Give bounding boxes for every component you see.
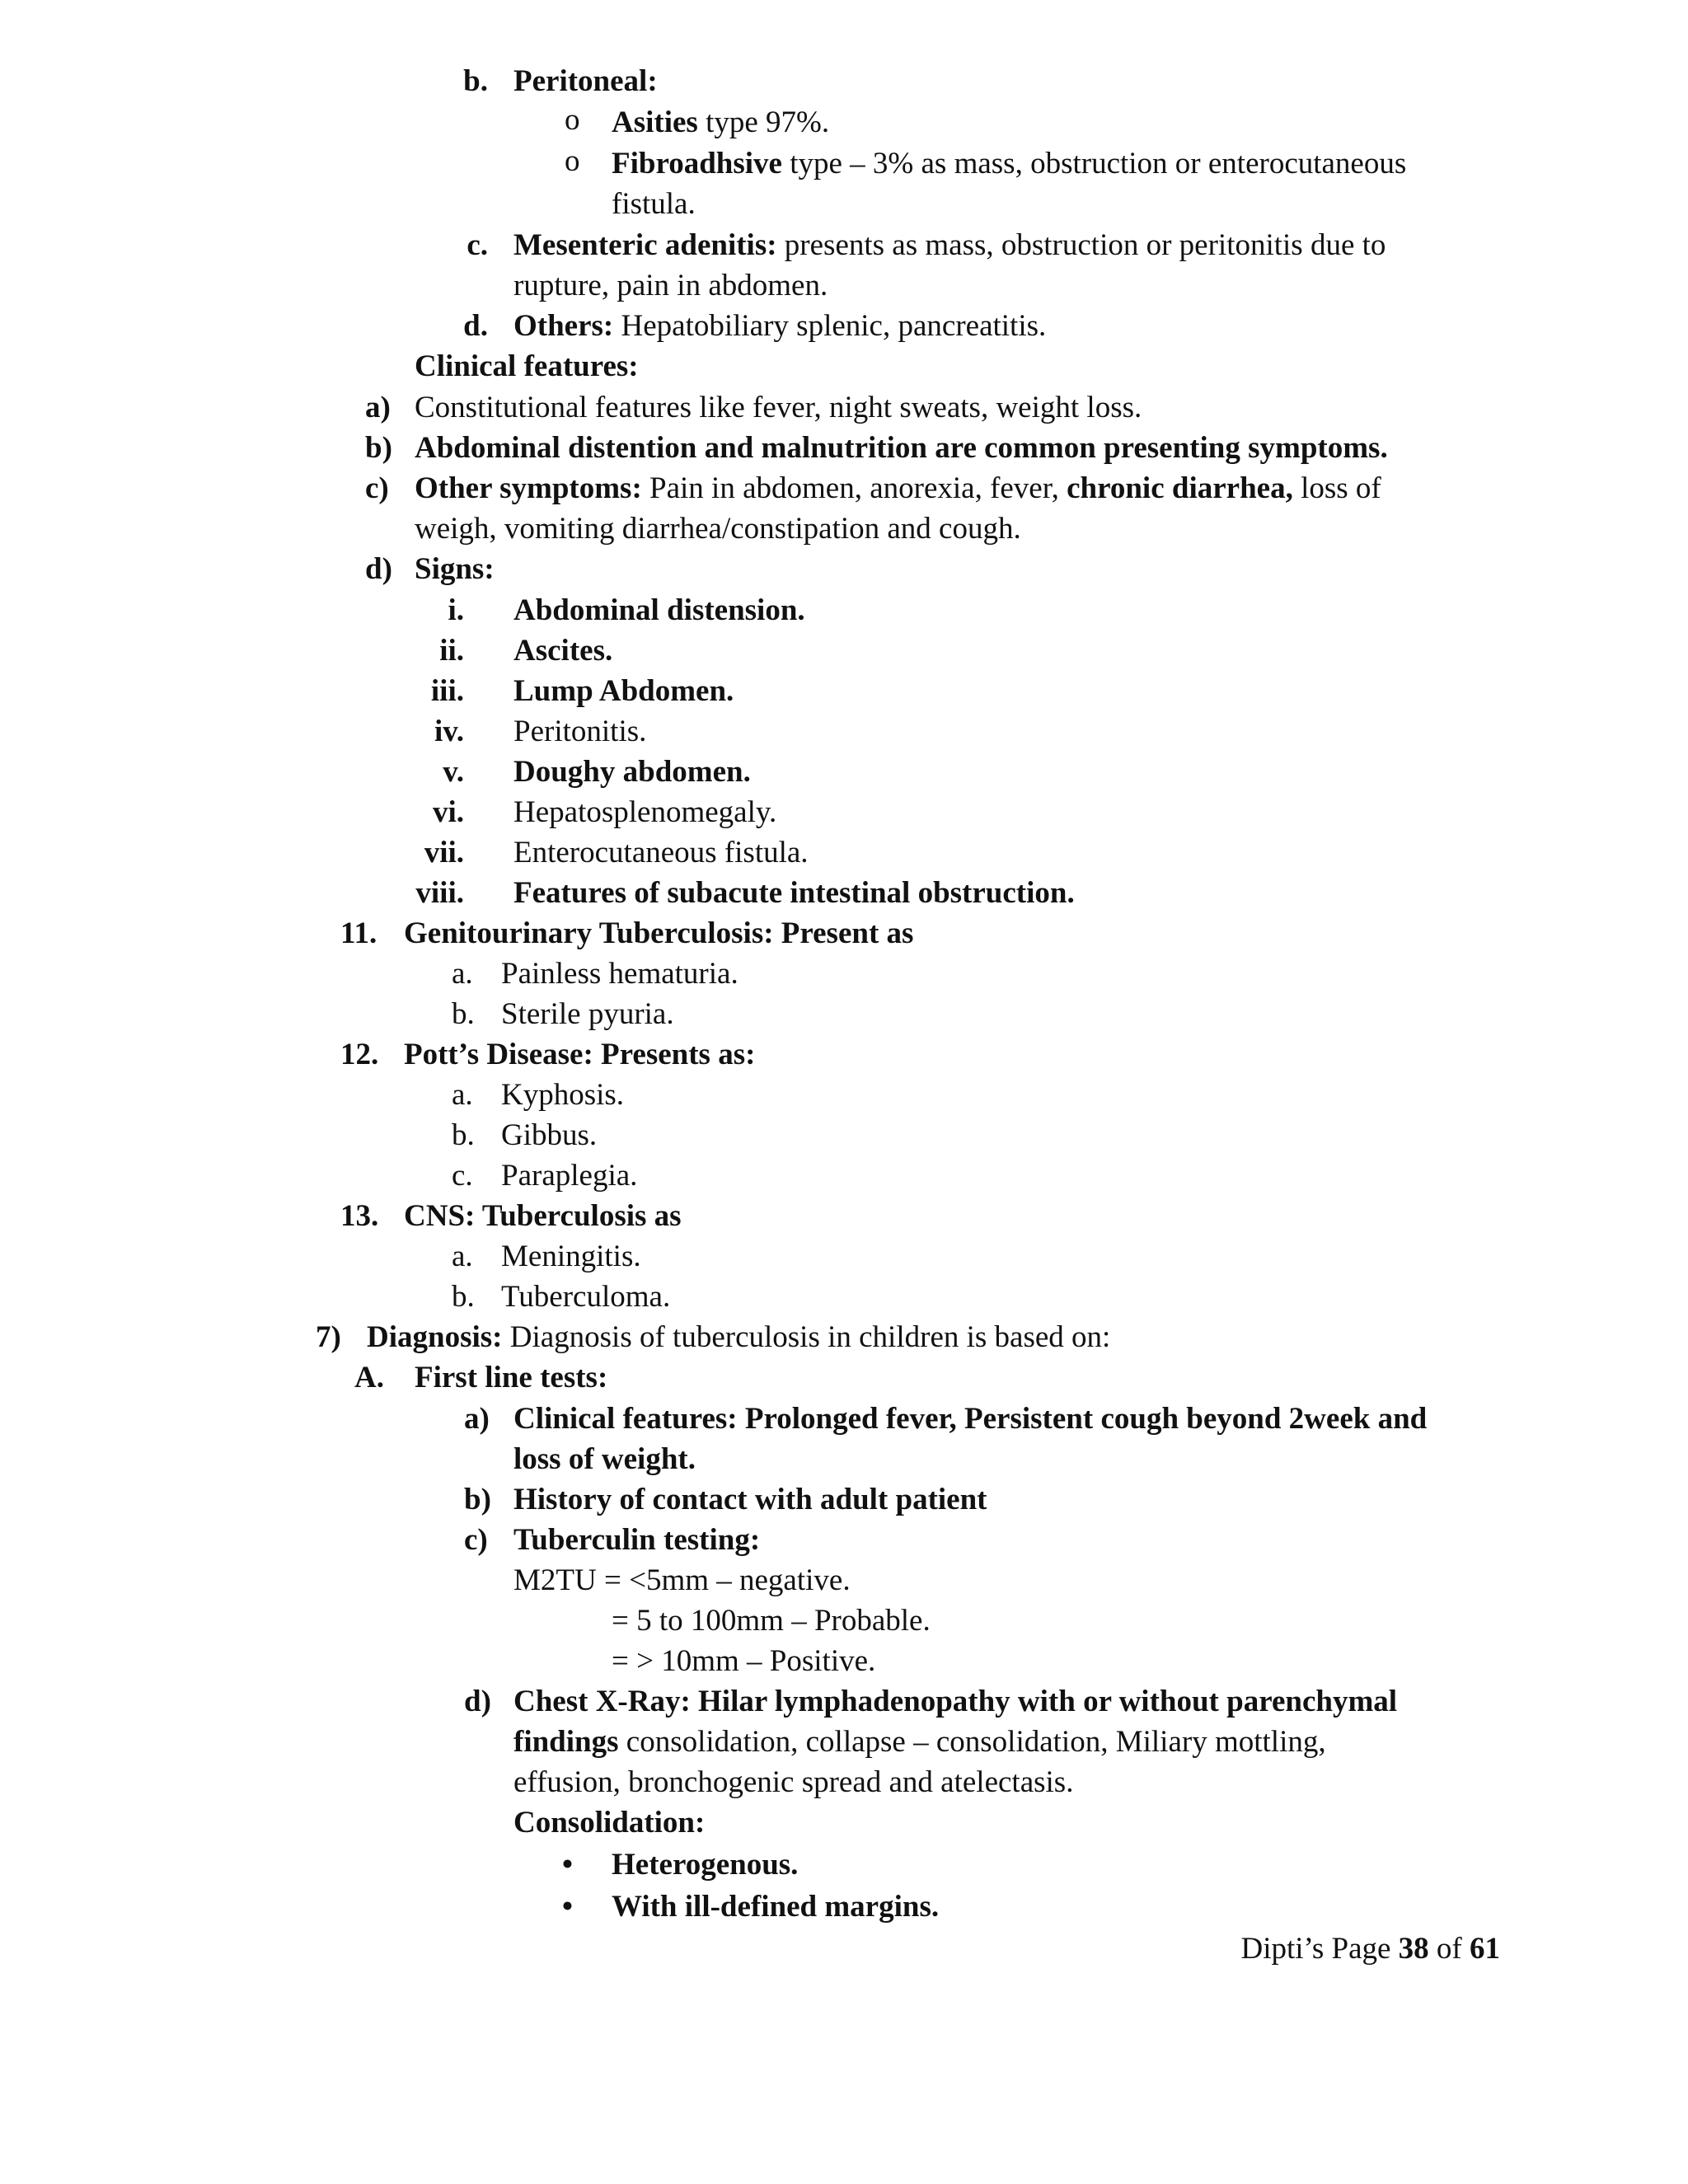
list-item: Others: Hepatobiliary splenic, pancreatitis. <box>513 309 1047 343</box>
list-item: Sterile pyuria. <box>501 997 674 1031</box>
section-heading: Genitourinary Tuberculosis: Present as <box>404 916 914 950</box>
list-item-continuation: effusion, bronchogenic spread and atelectasis. <box>513 1765 1074 1799</box>
list-item: Constitutional features like fever, night sweats, weight loss. <box>415 391 1142 424</box>
list-item: Abdominal distention and malnutrition are common presenting symptoms. <box>415 431 1388 465</box>
list-item: Chest X-Ray: Hilar lymphadenopathy with or without parenchymal <box>513 1685 1398 1718</box>
sign-item: Ascites. <box>513 634 613 668</box>
sign-item: Peritonitis. <box>513 715 647 748</box>
roman-numeral: i. <box>448 593 464 627</box>
list-item: Gibbus. <box>501 1118 598 1152</box>
subsection-heading: First line tests: <box>415 1361 608 1394</box>
bullet-marker: o <box>565 103 580 137</box>
section-heading: Peritoneal: <box>513 64 658 98</box>
sign-item: Features of subacute intestinal obstruction. <box>513 876 1075 910</box>
list-marker: b. <box>452 997 475 1031</box>
tuberculin-result: M2TU = <5mm – negative. <box>513 1563 851 1597</box>
section-number: 13. <box>340 1199 379 1233</box>
list-marker: c) <box>365 471 389 505</box>
list-marker: b) <box>365 431 392 465</box>
list-marker: b. <box>452 1118 475 1152</box>
roman-numeral: v. <box>443 755 464 789</box>
list-item: Painless hematuria. <box>501 957 738 991</box>
sign-item: Lump Abdomen. <box>513 674 734 708</box>
roman-numeral: iv. <box>434 715 464 748</box>
bullet-marker: • <box>562 1890 573 1924</box>
list-marker: a) <box>464 1402 490 1436</box>
list-item: Kyphosis. <box>501 1078 625 1112</box>
tuberculin-result: = 5 to 100mm – Probable. <box>612 1604 931 1638</box>
sign-item: Hepatosplenomegaly. <box>513 795 777 829</box>
list-marker: a. <box>452 957 473 991</box>
list-item: Other symptoms: Pain in abdomen, anorexia, fever, chronic diarrhea, loss of <box>415 471 1381 505</box>
subsection-heading: Consolidation: <box>513 1806 706 1840</box>
list-item: Signs: <box>415 552 495 586</box>
sign-item: Abdominal distension. <box>513 593 805 627</box>
section-heading: CNS: Tuberculosis as <box>404 1199 682 1233</box>
bullet-item: Heterogenous. <box>612 1848 799 1882</box>
list-item: Tuberculoma. <box>501 1280 671 1314</box>
roman-numeral: vi. <box>432 795 464 829</box>
list-marker: A. <box>354 1361 384 1394</box>
list-item: Tuberculin testing: <box>513 1523 761 1557</box>
roman-numeral: viii. <box>415 876 464 910</box>
section-number: 11. <box>340 916 377 950</box>
roman-numeral: vii. <box>424 836 464 869</box>
list-item: Clinical features: Prolonged fever, Persistent cough beyond 2week and <box>513 1402 1428 1436</box>
list-marker: c) <box>464 1523 488 1557</box>
list-marker: b. <box>452 1280 475 1314</box>
section-heading: Pott’s Disease: Presents as: <box>404 1038 756 1071</box>
list-item: Meningitis. <box>501 1240 641 1273</box>
list-item-continuation: rupture, pain in abdomen. <box>513 269 828 302</box>
bullet-marker: o <box>565 144 580 178</box>
page-footer: Dipti’s Page 38 of 61 <box>1240 1932 1500 1966</box>
list-marker: b. <box>463 64 488 98</box>
list-item-continuation: loss of weight. <box>513 1442 696 1476</box>
section-number: 12. <box>340 1038 379 1071</box>
tuberculin-result: = > 10mm – Positive. <box>612 1644 876 1678</box>
list-item-continuation: weigh, vomiting diarrhea/constipation and cough. <box>415 512 1021 546</box>
list-marker: d) <box>365 552 392 586</box>
list-item: Fibroadhsive type – 3% as mass, obstruction or enterocutaneous <box>612 147 1407 180</box>
section-heading: Clinical features: <box>415 349 639 383</box>
list-marker: b) <box>464 1483 491 1516</box>
bullet-marker: • <box>562 1848 573 1882</box>
list-item: History of contact with adult patient <box>513 1483 987 1516</box>
list-marker: c. <box>467 228 488 262</box>
list-marker: a) <box>365 391 391 424</box>
list-marker: d. <box>463 309 488 343</box>
sign-item: Doughy abdomen. <box>513 755 751 789</box>
section-number: 7) <box>316 1320 341 1354</box>
list-item: Asities type 97%. <box>612 105 830 139</box>
roman-numeral: iii. <box>430 674 464 708</box>
bullet-item: With ill-defined margins. <box>612 1890 940 1924</box>
list-item-continuation: findings consolidation, collapse – consolidation, Miliary mottling, <box>513 1725 1326 1759</box>
list-item: Paraplegia. <box>501 1159 638 1193</box>
list-item: Mesenteric adenitis: presents as mass, obstruction or peritonitis due to <box>513 228 1386 262</box>
sign-item: Enterocutaneous fistula. <box>513 836 809 869</box>
list-marker: d) <box>464 1685 491 1718</box>
list-item-continuation: fistula. <box>612 187 696 221</box>
list-marker: c. <box>452 1159 473 1193</box>
section-heading: Diagnosis: Diagnosis of tuberculosis in children is based on: <box>367 1320 1111 1354</box>
roman-numeral: ii. <box>439 634 464 668</box>
list-marker: a. <box>452 1078 473 1112</box>
list-marker: a. <box>452 1240 473 1273</box>
